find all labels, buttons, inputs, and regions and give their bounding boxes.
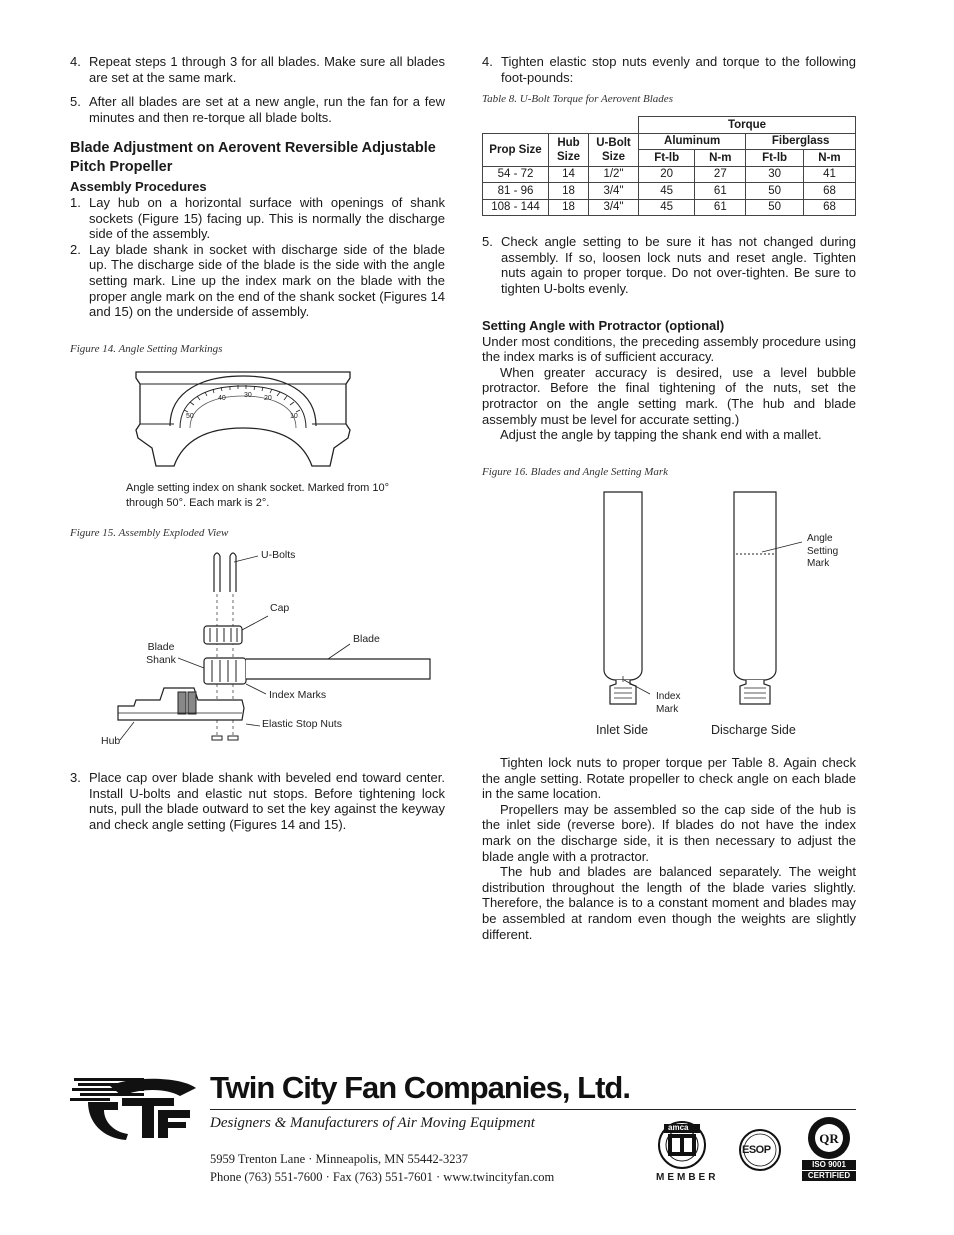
label-u-bolts: U-Bolts bbox=[261, 549, 296, 561]
step-4-repeat: 4. Repeat steps 1 through 3 for all blades. Make sure all blades are set at the same mark. bbox=[70, 54, 445, 85]
amca-member-badge bbox=[642, 1120, 722, 1184]
col-fiberglass: Fiberglass bbox=[746, 133, 856, 150]
col-al-nm: N-m bbox=[695, 150, 746, 167]
table-row: 54 - 72 14 1/2" 20 27 30 41 bbox=[483, 166, 856, 183]
company-tagline: Designers & Manufacturers of Air Moving Equipment bbox=[210, 1115, 535, 1131]
scale-label-50: 50 bbox=[186, 413, 194, 420]
figure-14-angle-markings bbox=[134, 366, 352, 468]
col-al-ftlb: Ft-lb bbox=[639, 150, 695, 167]
protractor-paragraph-2: When greater accuracy is desired, use a level bubble protractor. Before the final tightening of the nuts, set the protractor on the angle setting mark. (The hub and blade assembly must be level for accurate setting.) bbox=[482, 364, 856, 427]
check-step-5: 5. Check angle setting to be sure it has not changed during assembly. If so, loosen lock nuts and reset angle. Tighten nuts again to proper torque. Do not over-tighten. Be sure to tighten U-bolts evenly. bbox=[482, 234, 856, 296]
scale-label-20: 20 bbox=[264, 395, 272, 402]
torque-header: Torque bbox=[639, 117, 856, 134]
twin-city-fan-logo bbox=[70, 1076, 200, 1146]
final-section bbox=[482, 755, 856, 942]
figure-14-note: Angle setting index on shank socket. Marked from 10° through 50°. Each mark is 2°. bbox=[126, 482, 390, 509]
label-discharge-side: Discharge Side bbox=[711, 723, 796, 737]
member-label: MEMBER bbox=[656, 1172, 719, 1183]
label-index-marks: Index Marks bbox=[269, 689, 327, 701]
final-paragraph-3: The hub and blades are balanced separately. The weight distribution throughout the length of the blade varies slightly. Therefore, the balance is to a constant moment and blades may be assembled at random even though the weights are slightly different. bbox=[482, 864, 856, 942]
company-name: Twin City Fan Companies, Ltd. bbox=[210, 1070, 630, 1105]
label-blade-shank: Blade Shank bbox=[146, 641, 176, 666]
scale-label-30: 30 bbox=[244, 392, 252, 399]
col-ubolt-size: U-Bolt Size bbox=[589, 133, 639, 166]
col-fg-ftlb: Ft-lb bbox=[746, 150, 804, 167]
table-row: 108 - 144 18 3/4" 45 61 50 68 bbox=[483, 199, 856, 216]
iso-9001-badge bbox=[802, 1116, 856, 1182]
label-hub: Hub bbox=[101, 735, 121, 747]
scale-label-10: 10 bbox=[290, 413, 298, 420]
left-column bbox=[70, 54, 445, 320]
assembly-step-2: 2. Lay blade shank in socket with discharge side of the blade up. The discharge side of the blade is the side with the angle setting mark. Line up the index mark on the blade with the proper angle mark on the end of the shank socket (Figures 14 and 15) on the underside of assembly. bbox=[70, 241, 445, 320]
final-paragraph-1: Tighten lock nuts to proper torque per Table 8. Again check the angle setting. Rotate propeller to check angle on each blade in the same location. bbox=[482, 755, 856, 802]
table-8-caption: Table 8. U-Bolt Torque for Aerovent Blades bbox=[482, 93, 673, 105]
step-5-retorque: 5. After all blades are set at a new angle, run the fan for a few minutes and then re-torque all blade bolts. bbox=[70, 94, 445, 125]
svg-text:QR: QR bbox=[819, 1131, 839, 1146]
amca-label: amca bbox=[668, 1123, 689, 1132]
protractor-paragraph-3: Adjust the angle by tapping the shank end with a mallet. bbox=[500, 427, 822, 443]
label-inlet-side: Inlet Side bbox=[596, 723, 649, 737]
certified-label: CERTIFIED bbox=[802, 1171, 856, 1181]
protractor-paragraph-1: Under most conditions, the preceding assembly procedure using the index marks is of sufficient accuracy. bbox=[482, 333, 856, 365]
company-contact: Phone (763) 551-7600 · Fax (763) 551-7601 · www.twincityfan.com bbox=[210, 1170, 555, 1184]
col-aluminum: Aluminum bbox=[639, 133, 746, 150]
figure-15-caption: Figure 15. Assembly Exploded View bbox=[70, 527, 229, 539]
section-heading: Blade Adjustment on Aerovent Reversible Adjustable Pitch Propeller bbox=[70, 140, 436, 176]
label-blade: Blade bbox=[353, 633, 380, 645]
label-index-mark: Index Mark bbox=[656, 691, 681, 715]
company-address: 5959 Trenton Lane · Minneapolis, MN 55442-3237 bbox=[210, 1152, 468, 1166]
label-angle-setting-mark: Angle Setting Mark bbox=[807, 533, 839, 569]
col-prop-size: Prop Size bbox=[483, 133, 549, 166]
esop-label: ESOP bbox=[742, 1144, 771, 1156]
protractor-section bbox=[482, 318, 856, 443]
label-elastic-stop-nuts: Elastic Stop Nuts bbox=[262, 718, 342, 730]
footer-rule bbox=[210, 1109, 856, 1110]
torque-table bbox=[482, 116, 856, 216]
table-row: 81 - 96 18 3/4" 45 61 50 68 bbox=[483, 183, 856, 200]
protractor-heading: Setting Angle with Protractor (optional) bbox=[482, 318, 725, 333]
scale-label-40: 40 bbox=[218, 395, 226, 402]
assembly-subheading: Assembly Procedures bbox=[70, 179, 207, 195]
figure-14-caption: Figure 14. Angle Setting Markings bbox=[70, 343, 223, 355]
esop-badge bbox=[738, 1128, 782, 1172]
iso-seal-icon bbox=[802, 1116, 856, 1160]
footer bbox=[70, 1070, 856, 1190]
final-paragraph-2: Propellers may be assembled so the cap side of the hub is the inlet side (reverse bore). If blades do not have the index mark on the discharge side, it is then necessary to adjust the blade angle with a protractor. bbox=[482, 801, 856, 864]
col-hub-size: Hub Size bbox=[549, 133, 589, 166]
torque-step-4: 4. Tighten elastic stop nuts evenly and torque to the following foot-pounds: bbox=[482, 54, 856, 85]
label-cap: Cap bbox=[270, 602, 290, 614]
figure-16-blades bbox=[596, 490, 816, 720]
assembly-step-1: 1. Lay hub on a horizontal surface with openings of shank sockets (Figure 15) facing up. This is normally the discharge side of the assembly. bbox=[70, 194, 445, 242]
col-fg-nm: N-m bbox=[803, 150, 855, 167]
assembly-step-3: 3. Place cap over blade shank with beveled end toward center. Install U-bolts and elastic nut stops. Before tightening lock nuts, pull the blade outward to set the key against the keyway and check angle setting (Figures 14 and 15). bbox=[70, 770, 445, 832]
figure-16-caption: Figure 16. Blades and Angle Setting Mark bbox=[482, 466, 669, 478]
iso-label: ISO 9001 bbox=[802, 1160, 856, 1170]
